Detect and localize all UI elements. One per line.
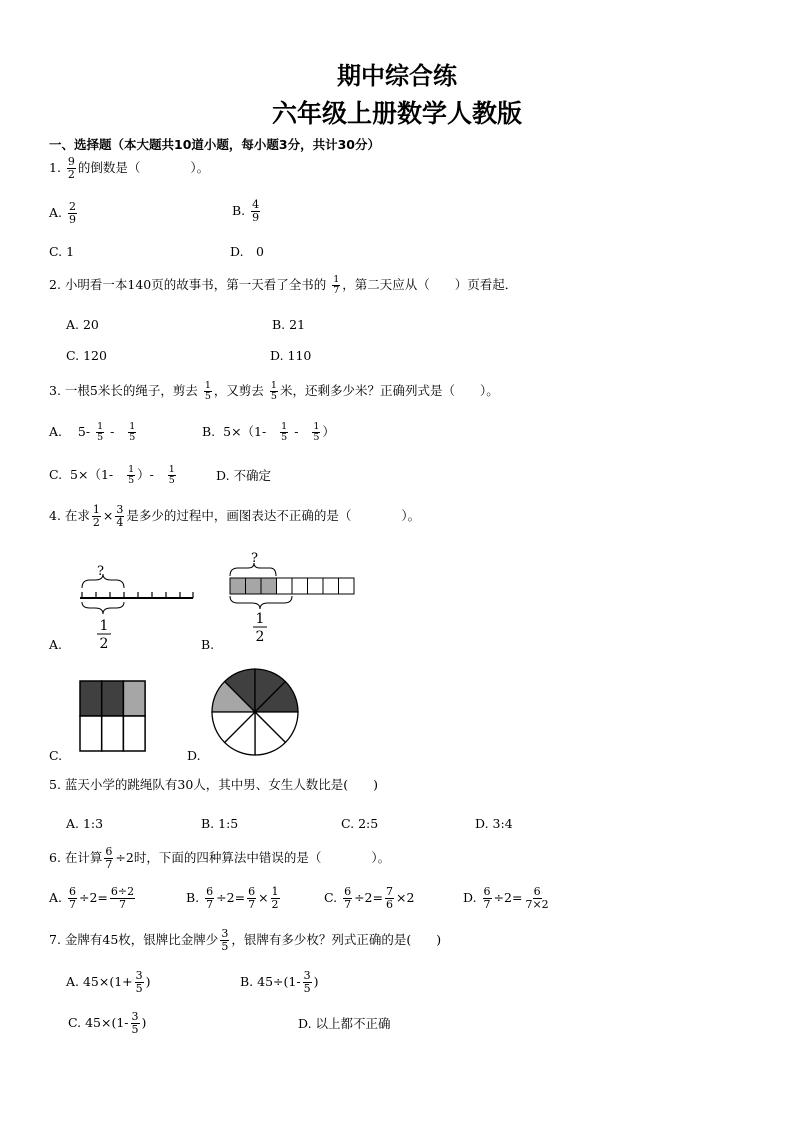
q1-option-c[interactable]: C. 1 — [49, 244, 75, 259]
q4-figure-d-circle — [211, 669, 301, 759]
section-heading: 一、选择题（本大题共10道小题，每小题3分，共计30分） — [49, 137, 380, 152]
question-7: 7. 金牌有45枚，银牌比金牌少 $\frac{3}{5}$ ，银牌有多少枚？列式正确的是( ) — [49, 927, 442, 953]
question-2: 2. 小明看一本140页的故事书，第一天看了全书的 $\frac{1}{7}$ ，第二天应从（ ）页看起． — [49, 274, 518, 296]
q4-option-b-label[interactable]: B. — [201, 637, 215, 652]
q1-option-d[interactable]: D. 0 — [230, 244, 265, 259]
question-5: 5. 蓝天小学的跳绳队有30人，其中男、女生人数比是( ) — [49, 777, 379, 792]
q2-option-c[interactable]: C. 120 — [66, 348, 107, 363]
q6-option-c[interactable]: C. $\frac{6}{7}$ ÷2= $\frac{7}{6}$ ×2 — [324, 885, 415, 911]
q7-option-b[interactable]: B. 45÷(1- $\frac{3}{5}$ ) — [240, 969, 319, 995]
q6-option-b[interactable]: B. $\frac{6}{7}$ ÷2= $\frac{6}{7}$ × $\frac{1}{2}$ — [186, 885, 279, 911]
question-3: 3. 一根5米长的绳子，剪去 $\frac{1}{5}$ ，又剪去 $\frac{1}{5}$ 米，还剩多少米？正确列式是（ ）。 — [49, 380, 499, 402]
q4a-question-mark: ? — [97, 564, 104, 579]
q4b-cell-shaded-3 — [261, 578, 277, 594]
q7-option-d[interactable]: D. 以上都不正确 — [298, 1016, 391, 1031]
q5-option-b[interactable]: B. 1:5 — [201, 816, 239, 831]
q4-option-c-label[interactable]: C. — [49, 748, 63, 763]
q7-option-c[interactable]: C. 45×(1- $\frac{3}{5}$ ) — [68, 1010, 147, 1036]
q1-option-b[interactable]: B. $\frac{4}{9}$ — [232, 198, 260, 224]
question-4: 4. 在求 $\frac{1}{2}$ × $\frac{3}{4}$ 是多少的过程中，画图表达不正确的是（ ）。 — [49, 503, 421, 529]
q2-option-d[interactable]: D. 110 — [270, 348, 312, 363]
q3-option-a[interactable]: A. 5- $\frac{1}{5}$ - $\frac{1}{5}$ — [49, 421, 136, 443]
document-title: 期中综合练 — [337, 62, 457, 90]
question-6: 6. 在计算 $\frac{6}{7}$ ÷2时，下面的四种算法中错误的是（ ）。 — [49, 845, 391, 871]
q6-option-a[interactable]: A. $\frac{6}{7}$ ÷2= $\frac{6\div 2}{7}$ — [49, 885, 135, 911]
q4-figure-a-number-line — [75, 560, 205, 650]
q4b-question-mark: ? — [251, 551, 258, 566]
q4a-half-denominator: 2 — [99, 636, 109, 652]
q3-option-d[interactable]: D. 不确定 — [216, 468, 272, 483]
q1-option-a[interactable]: A. $\frac{2}{9}$ — [49, 200, 76, 226]
q2-option-b[interactable]: B. 21 — [272, 317, 306, 332]
q4b-half-denominator: 2 — [255, 629, 265, 645]
q5-option-c[interactable]: C. 2:5 — [341, 816, 379, 831]
q4b-half-numerator: 1 — [255, 611, 265, 627]
q3-option-b[interactable]: B. 5×（1- $\frac{1}{5}$ - $\frac{1}{5}$ ） — [202, 421, 335, 443]
q4-option-a-label[interactable]: A. — [49, 637, 63, 652]
q4b-cell-shaded-1 — [230, 578, 246, 594]
q4-figure-c-grid — [79, 680, 149, 755]
q3-option-c[interactable]: C. 5×（1- $\frac{1}{5}$ ）- $\frac{1}{5}$ — [49, 464, 175, 486]
fraction: $\frac{9}{2}$ — [67, 155, 75, 181]
q4-option-d-label[interactable]: D. — [187, 748, 201, 763]
q4-figure-b-bar-model — [228, 548, 358, 648]
q4a-half-numerator: 1 — [99, 618, 109, 634]
q5-option-d[interactable]: D. 3:4 — [475, 816, 513, 831]
q6-option-d[interactable]: D. $\frac{6}{7}$ ÷2= $\frac{6}{7\times 2}$ — [463, 885, 549, 911]
q5-option-a[interactable]: A. 1:3 — [66, 816, 104, 831]
q4b-cell-shaded-2 — [246, 578, 262, 594]
document-subtitle: 六年级上册数学人教版 — [271, 99, 522, 128]
q2-option-a[interactable]: A. 20 — [66, 317, 99, 332]
question-1: 1. $\frac{9}{2}$ 的倒数是（ ）。 — [49, 155, 210, 181]
q7-option-a[interactable]: A. 45×(1+ $\frac{3}{5}$ ) — [66, 969, 151, 995]
